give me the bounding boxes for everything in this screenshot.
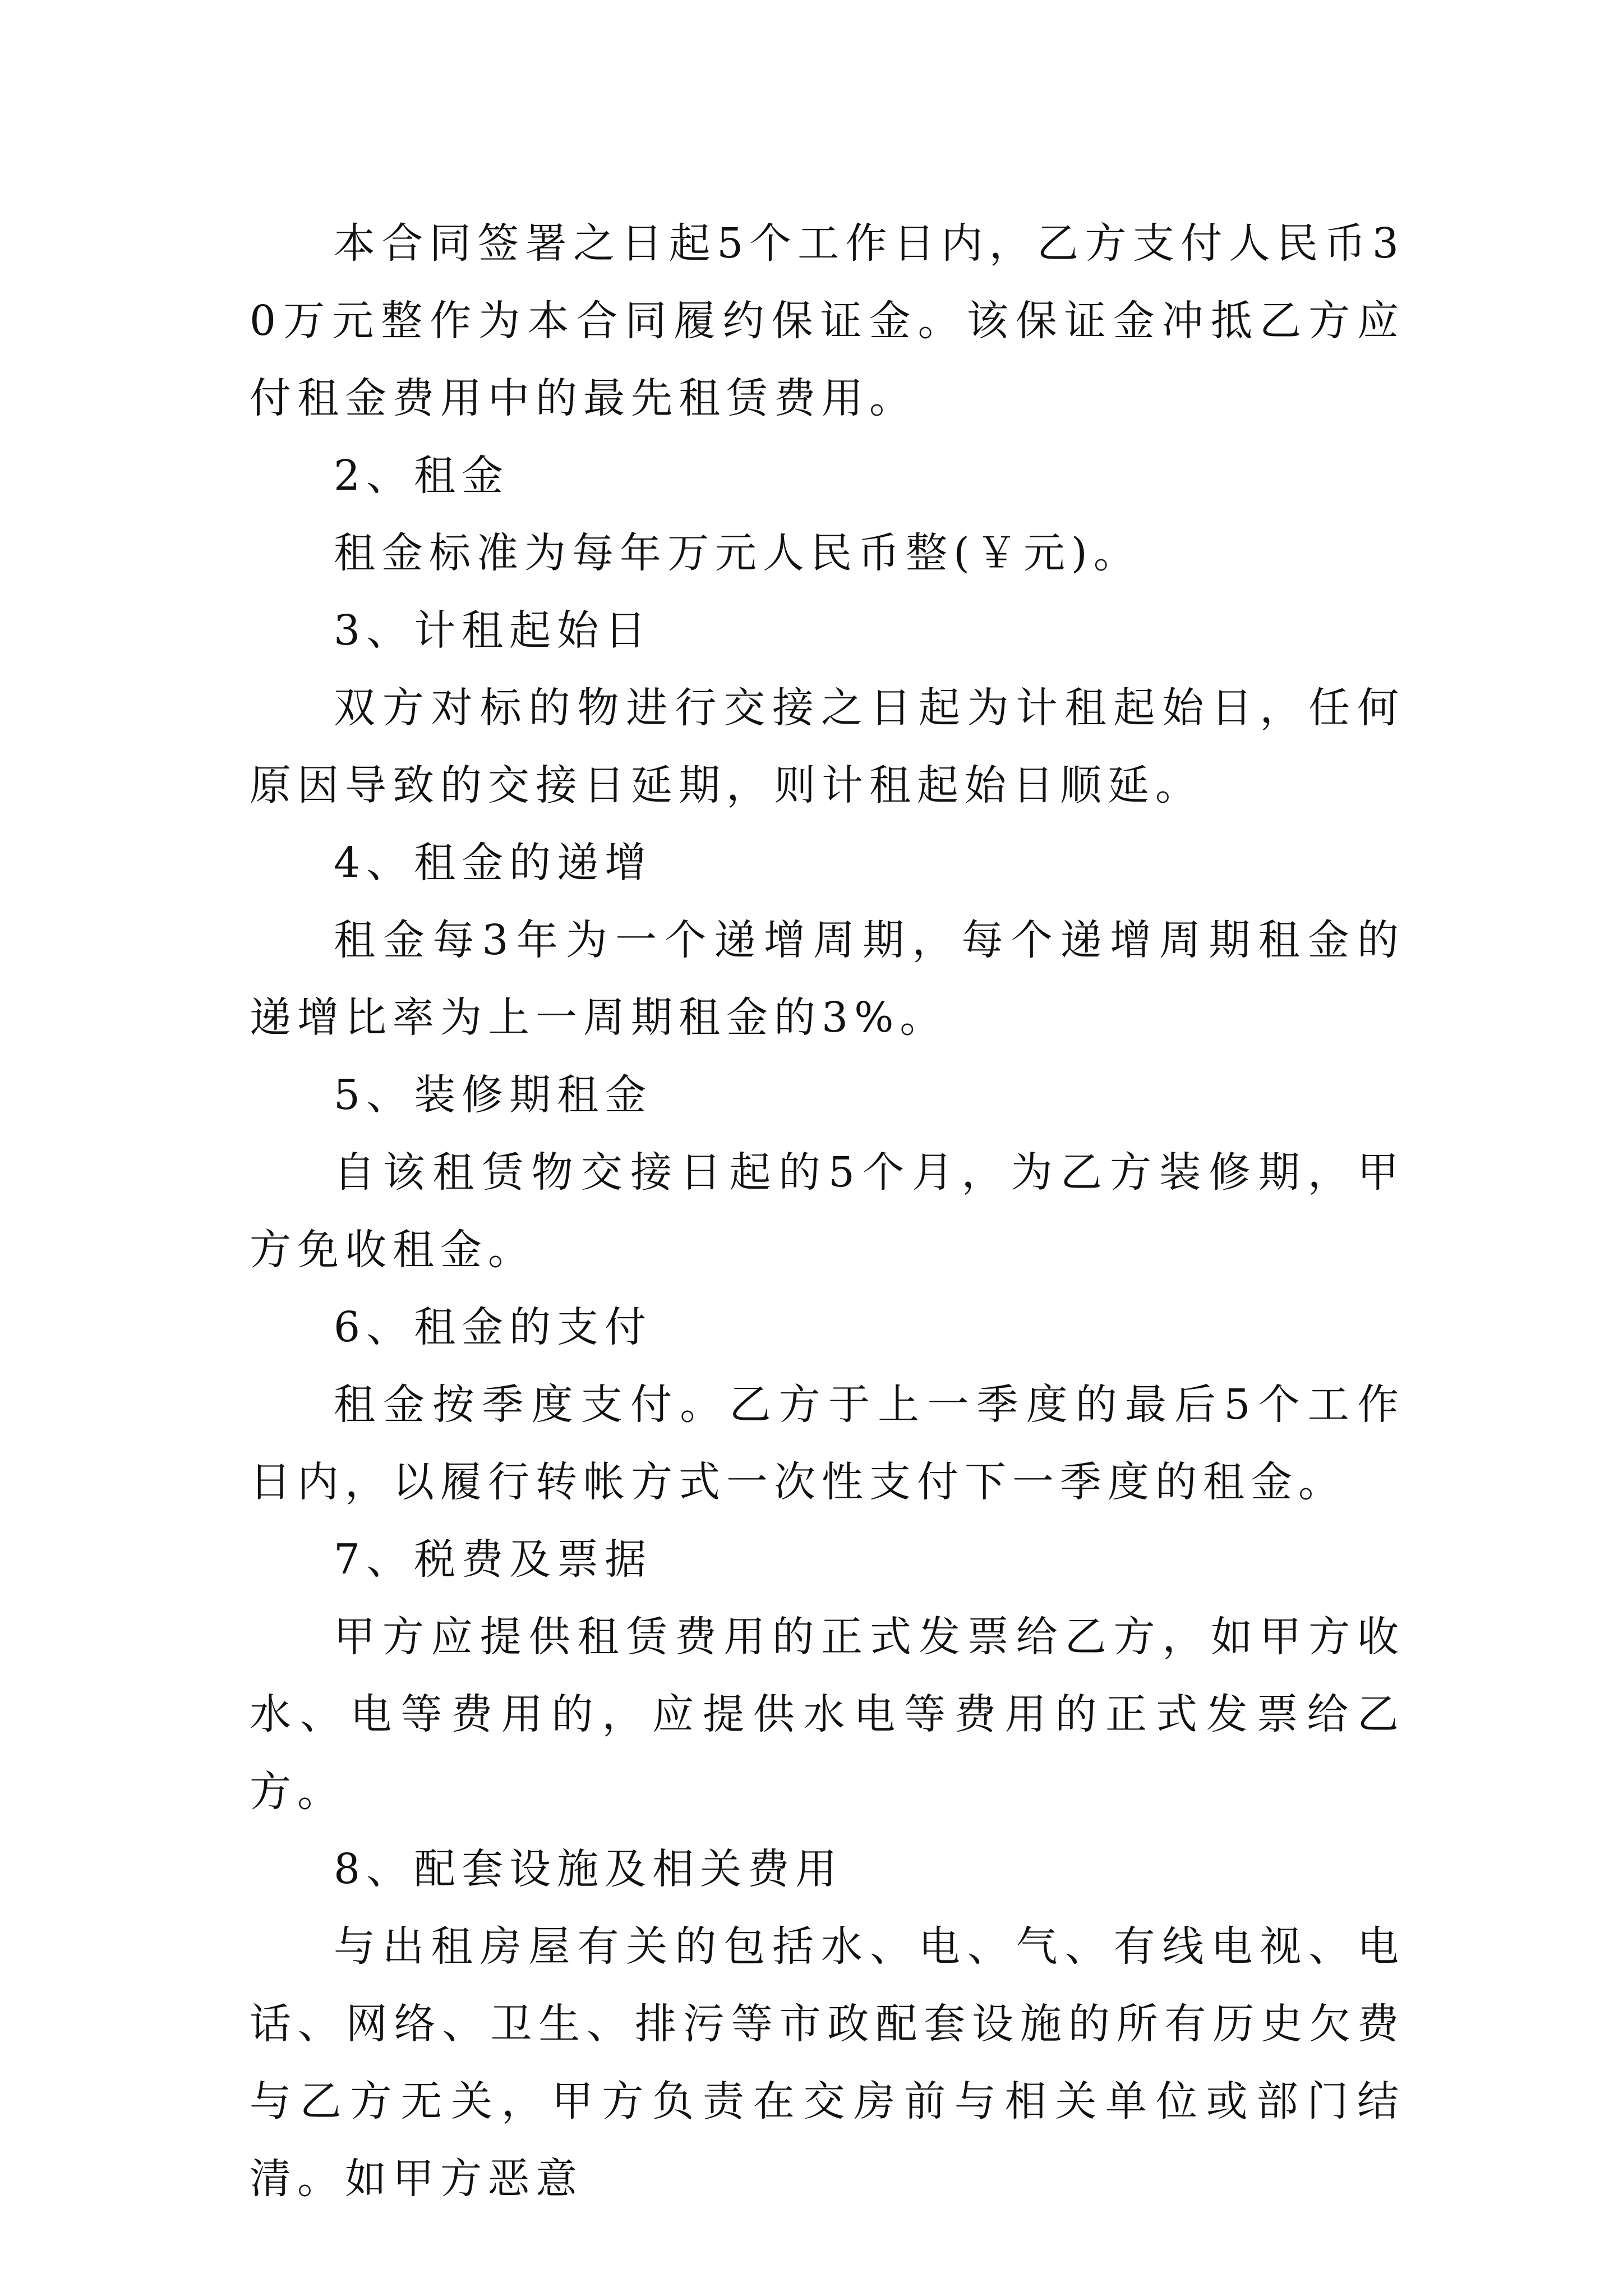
section-heading-renovation-rent: 5、装修期租金 [334, 1071, 653, 1119]
paragraph-facilities-fees: 与出租房屋有关的包括水、电、气、有线电视、电话、网络、卫生、排污等市政配套设施的所有历史欠费与乙方无关，甲方负责在交房前与相关单位或部门结清。如甲方恶意 [250, 1922, 1405, 2203]
section-heading-rent-payment: 6、租金的支付 [334, 1303, 653, 1351]
paragraph-rent-payment: 租金按季度支付。乙方于上一季度的最后5个工作日内，以履行转帐方式一次性支付下一季度的租金。 [250, 1381, 1405, 1506]
paragraph-rent-standard: 租金标准为每年万元人民币整(￥元)。 [334, 529, 1141, 577]
section-heading-taxes-invoices: 7、税费及票据 [334, 1535, 653, 1584]
paragraph-taxes-invoices: 甲方应提供租赁费用的正式发票给乙方，如甲方收水、电等费用的，应提供水电等费用的正式发票给乙方。 [250, 1613, 1405, 1816]
section-heading-facilities-fees: 8、配套设施及相关费用 [334, 1845, 843, 1893]
section-heading-rent-increase: 4、租金的递增 [334, 839, 653, 887]
paragraph-rent-increase: 租金每3年为一个递增周期，每个递增周期租金的递增比率为上一周期租金的3%。 [250, 916, 1405, 1042]
paragraph-deposit-terms: 本合同签署之日起5个工作日内，乙方支付人民币30万元整作为本合同履约保证金。该保证金冲抵乙方应付租金费用中的最先租赁费用。 [250, 219, 1405, 422]
section-heading-rent-start-date: 3、计租起始日 [334, 606, 653, 655]
paragraph-renovation-rent: 自该租赁物交接日起的5个月，为乙方装修期，甲方免收租金。 [250, 1148, 1405, 1274]
document-body [250, 205, 1405, 2217]
paragraph-rent-start-date: 双方对标的物进行交接之日起为计租起始日，任何原因导致的交接日延期，则计租起始日顺延。 [250, 684, 1405, 809]
section-heading-rent: 2、租金 [334, 452, 510, 500]
